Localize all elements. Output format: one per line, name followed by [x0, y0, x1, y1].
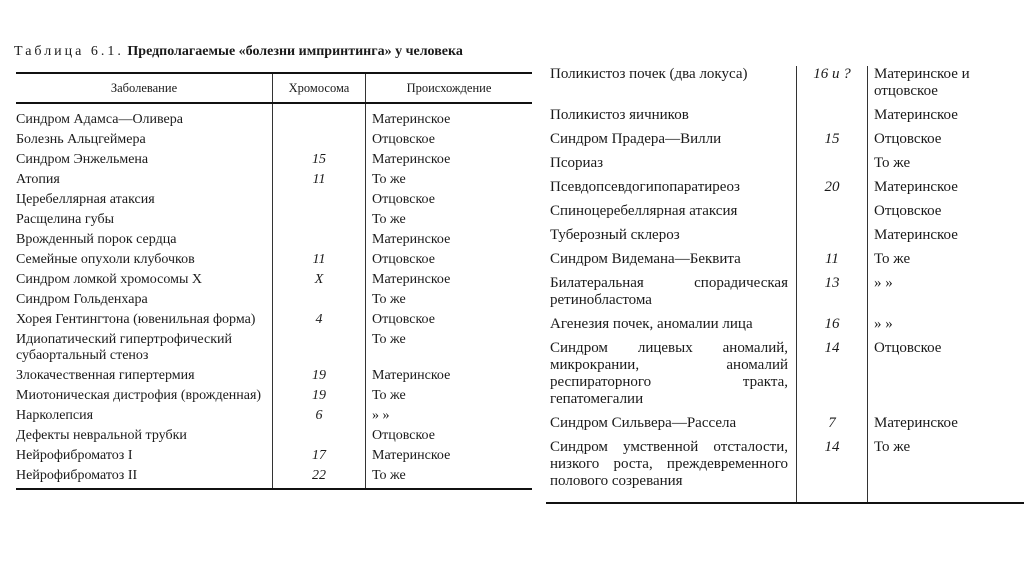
chromosome-cell: 17	[273, 448, 366, 468]
table-caption	[14, 44, 463, 60]
origin-cell: Материнское	[372, 368, 451, 383]
origin-cell: Материнское	[874, 415, 958, 431]
chromosome-cell	[797, 203, 868, 227]
chromosome-cell: 19	[273, 368, 366, 388]
chromosome-cell: 14	[797, 340, 868, 415]
table-row	[546, 439, 1024, 503]
disease-cell: Синдром Гольденхара	[16, 292, 148, 307]
chromosome-cell	[273, 212, 366, 232]
disease-cell: Нейрофиброматоз II	[16, 468, 273, 489]
origin-cell: » »	[874, 316, 893, 332]
origin-cell: Материнское	[874, 179, 958, 195]
chromosome-cell: 14	[797, 439, 868, 503]
disease-cell: Врожденный порок сердца	[16, 232, 177, 247]
disease-cell: Миотоническая дистрофия (врожденная)	[16, 388, 262, 403]
origin-cell: То же	[372, 332, 406, 347]
disease-cell: Синдром Прадера—Вилли	[550, 131, 722, 147]
chromosome-cell	[273, 103, 366, 132]
table-row	[546, 415, 1024, 439]
table-title: Предполагаемые «болезни импринтинга» у человека	[127, 44, 463, 59]
table-row	[546, 275, 1024, 316]
origin-cell: Отцовское	[372, 192, 435, 207]
table-row	[16, 103, 532, 132]
header-chromosome: Хромосома	[273, 73, 366, 103]
chromosome-cell: 6	[273, 408, 366, 428]
table-row	[16, 468, 532, 489]
chromosome-cell: 11	[273, 252, 366, 272]
table-row	[546, 66, 1024, 107]
table-row	[16, 152, 532, 172]
chromosome-cell	[797, 107, 868, 131]
disease-cell: Синдром лицевых аномалий, микрокрании, аномалий респираторного тракта, гепатомегалии	[550, 340, 788, 407]
disease-cell: Злокачественная гипертермия	[16, 368, 195, 383]
disease-cell: Идиопатический гипертрофический субаортальный стеноз	[16, 332, 232, 363]
disease-cell: Синдром Адамса—Оливера	[16, 112, 183, 127]
table-row	[16, 388, 532, 408]
disease-cell: Нейрофиброматоз I	[16, 448, 133, 463]
table-row	[16, 292, 532, 312]
origin-cell: Материнское	[372, 232, 451, 247]
origin-cell: Материнское	[874, 107, 958, 123]
origin-cell: Материнское	[372, 448, 451, 463]
disease-cell: Синдром Сильвера—Рассела	[550, 415, 737, 431]
table-row	[16, 448, 532, 468]
origin-cell: То же	[868, 439, 1024, 503]
table-row	[16, 428, 532, 448]
chromosome-cell	[273, 132, 366, 152]
origin-cell: То же	[372, 172, 406, 187]
header-disease: Заболевание	[16, 73, 273, 103]
imprinting-diseases-table-right	[546, 66, 1024, 504]
disease-cell: Поликистоз яичников	[550, 107, 689, 123]
disease-cell: Спиноцеребеллярная атаксия	[550, 203, 738, 219]
disease-cell: Церебеллярная атаксия	[16, 192, 155, 207]
origin-cell: » »	[874, 275, 893, 291]
table-row	[16, 172, 532, 192]
chromosome-cell: 13	[797, 275, 868, 316]
chromosome-cell: 16	[797, 316, 868, 340]
table-row	[546, 107, 1024, 131]
origin-cell: Отцовское	[372, 428, 435, 443]
origin-cell: Материнское	[372, 112, 451, 127]
table-row	[16, 332, 532, 368]
disease-cell: Псевдопсевдогипопаратиреоз	[550, 179, 740, 195]
table-number: Таблица 6.1.	[14, 44, 124, 59]
table-row	[546, 251, 1024, 275]
disease-cell: Семейные опухоли клубочков	[16, 252, 195, 267]
disease-cell: Псориаз	[550, 155, 604, 171]
origin-cell: Отцовское	[874, 340, 942, 356]
table-row	[16, 192, 532, 212]
table-row	[546, 340, 1024, 415]
disease-cell: Болезнь Альцгеймера	[16, 132, 146, 147]
disease-cell: Расщелина губы	[16, 212, 114, 227]
chromosome-cell	[797, 227, 868, 251]
chromosome-cell: 15	[797, 131, 868, 155]
chromosome-cell: X	[273, 272, 366, 292]
header-row	[16, 73, 532, 103]
origin-cell: Материнское	[874, 227, 958, 243]
table-row	[546, 203, 1024, 227]
chromosome-cell	[797, 155, 868, 179]
table-row	[546, 227, 1024, 251]
chromosome-cell: 22	[273, 468, 366, 489]
chromosome-cell	[273, 428, 366, 448]
origin-cell: То же	[874, 155, 911, 171]
origin-cell: Материнское	[372, 152, 451, 167]
chromosome-cell	[273, 192, 366, 212]
table-row	[16, 212, 532, 232]
chromosome-cell: 19	[273, 388, 366, 408]
disease-cell: Синдром умственной отсталости, низкого роста, преждевременного полового созревания	[546, 439, 797, 503]
table-row	[16, 252, 532, 272]
chromosome-cell: 11	[273, 172, 366, 192]
disease-cell: Агенезия почек, аномалии лица	[550, 316, 753, 332]
disease-cell: Нарколепсия	[16, 408, 94, 423]
origin-cell: Отцовское	[372, 132, 435, 147]
table-row	[16, 408, 532, 428]
origin-cell: Отцовское	[874, 131, 942, 147]
disease-cell: Билатеральная спорадическая ретинобластома	[550, 275, 788, 308]
disease-cell: Дефекты невральной трубки	[16, 428, 187, 443]
chromosome-cell: 11	[797, 251, 868, 275]
chromosome-cell	[273, 232, 366, 252]
table-row	[546, 155, 1024, 179]
left-table-body	[16, 103, 532, 489]
disease-cell: Синдром Энжельмена	[16, 152, 149, 167]
origin-cell: То же	[874, 251, 911, 267]
chromosome-cell: 16 и ?	[797, 66, 868, 107]
table-row	[546, 316, 1024, 340]
origin-cell: То же	[372, 292, 406, 307]
chromosome-cell: 20	[797, 179, 868, 203]
origin-cell: Отцовское	[372, 312, 435, 327]
imprinting-diseases-table-left	[16, 72, 532, 490]
table-row	[16, 368, 532, 388]
origin-cell: Отцовское	[372, 252, 435, 267]
disease-cell: Атопия	[16, 172, 60, 187]
disease-cell: Синдром Видемана—Беквита	[550, 251, 741, 267]
chromosome-cell: 4	[273, 312, 366, 332]
chromosome-cell: 7	[797, 415, 868, 439]
chromosome-cell	[273, 332, 366, 368]
table-row	[16, 232, 532, 252]
chromosome-cell	[273, 292, 366, 312]
origin-cell: То же	[372, 388, 406, 403]
header-origin: Происхождение	[366, 73, 533, 103]
origin-cell: То же	[372, 212, 406, 227]
table-row	[16, 312, 532, 332]
table-row	[16, 272, 532, 292]
origin-cell: То же	[366, 468, 533, 489]
right-table-body	[546, 66, 1024, 503]
table-row	[546, 179, 1024, 203]
origin-cell: Материнское и отцовское	[874, 66, 970, 99]
disease-cell: Поликистоз почек (два локуса)	[550, 66, 748, 82]
table-row	[16, 132, 532, 152]
table-row	[546, 131, 1024, 155]
disease-cell: Туберозный склероз	[550, 227, 680, 243]
disease-cell: Хорея Гентингтона (ювенильная форма)	[16, 312, 256, 327]
disease-cell: Синдром ломкой хромосомы X	[16, 272, 202, 287]
origin-cell: » »	[372, 408, 390, 423]
origin-cell: Материнское	[372, 272, 451, 287]
origin-cell: Отцовское	[874, 203, 942, 219]
chromosome-cell: 15	[273, 152, 366, 172]
